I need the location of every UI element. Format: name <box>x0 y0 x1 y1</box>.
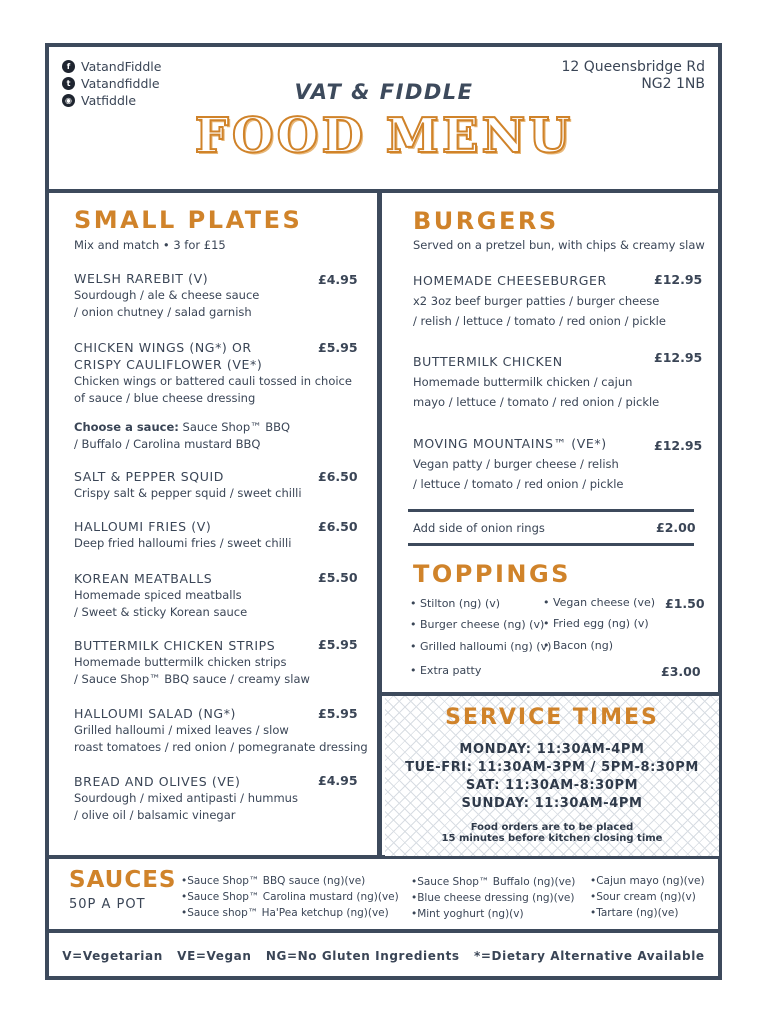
sauces-title: SAUCES <box>69 867 177 893</box>
sauce-item: •Sauce Shop™ Buffalo (ng)(ve) <box>411 876 576 888</box>
sauce-list <box>590 873 705 921</box>
toppings-title: TOPPINGS <box>413 560 571 588</box>
menu-item <box>74 270 259 321</box>
item-desc: Homemade buttermilk chicken strips <box>74 655 287 669</box>
item-name: KOREAN MEATBALLS <box>74 571 213 586</box>
service-times-title: SERVICE TIMES <box>445 705 659 730</box>
sauce-item: •Sauce shop™ Ha'Pea ketchup (ng)(ve) <box>181 907 389 919</box>
item-desc: / onion chutney / salad garnish <box>74 305 252 319</box>
service-time <box>385 760 719 775</box>
address-line-2: NG2 1NB <box>641 76 705 92</box>
item-desc: / Sauce Shop™ BBQ sauce / creamy slaw <box>74 672 310 686</box>
item-desc: Crispy salt & pepper squid / sweet chilli <box>74 486 302 500</box>
item-name: BUTTERMILK CHICKEN STRIPS <box>74 638 276 653</box>
service-day: SAT: <box>465 778 501 793</box>
menu-item <box>413 271 666 331</box>
small-plates-subtitle: Mix and match • 3 for £15 <box>74 238 226 252</box>
header-divider <box>45 189 722 193</box>
item-desc: Homemade buttermilk chicken / cajun <box>413 375 633 389</box>
burgers-title: BURGERS <box>413 207 559 235</box>
item-name: HALLOUMI FRIES (V) <box>74 519 212 534</box>
item-name: MOVING MOUNTAINS™ (VE*) <box>413 436 607 451</box>
item-desc: Vegan patty / burger cheese / relish <box>413 457 619 471</box>
item-desc: / olive oil / balsamic vinegar <box>74 808 236 822</box>
service-day: SUNDAY: <box>461 796 530 811</box>
item-desc: Sourdough / ale & cheese sauce <box>74 288 260 302</box>
menu-item <box>74 637 310 688</box>
service-hours: 11:30AM-3PM / 5PM-8:30PM <box>472 760 699 775</box>
topping-item: • Vegan cheese (ve) <box>543 596 656 609</box>
topping-item: • Bacon (ng) <box>543 639 614 652</box>
topping-item: • Stilton (ng) (v) <box>410 597 501 610</box>
topping-item: • Burger cheese (ng) (v) <box>410 618 545 631</box>
facebook-icon: f <box>62 60 75 73</box>
item-desc: x2 3oz beef burger patties / burger cheese <box>413 294 660 308</box>
burgers-subtitle: Served on a pretzel bun, with chips & creamy slaw <box>413 238 705 252</box>
service-note-line-1: Food orders are to be placed <box>470 822 634 833</box>
side-bottom-rule <box>408 543 694 546</box>
service-note <box>385 822 719 844</box>
item-desc: Grilled halloumi / mixed leaves / slow <box>74 723 289 737</box>
service-time <box>385 742 719 757</box>
service-day: MONDAY: <box>459 742 532 757</box>
sauce-item: •Sour cream (ng)(v) <box>590 891 696 903</box>
item-desc: / lettuce / tomato / red onion / pickle <box>413 477 624 491</box>
service-note-line-2: 15 minutes before kitchen closing time <box>441 833 663 844</box>
topping-price: £1.50 <box>665 596 705 611</box>
item-desc: Homemade spiced meatballs <box>74 588 242 602</box>
sauce-item: •Sauce Shop™ Carolina mustard (ng)(ve) <box>181 891 399 903</box>
item-desc: Deep fried halloumi fries / sweet chilli <box>74 536 292 550</box>
item-name: SALT & PEPPER SQUID <box>74 469 224 484</box>
item-price: £5.95 <box>318 637 358 652</box>
item-desc: roast tomatoes / red onion / pomegranate dressing <box>74 740 368 754</box>
item-desc: / relish / lettuce / tomato / red onion / pickle <box>413 314 666 328</box>
facebook-handle: VatandFiddle <box>81 59 162 74</box>
sauce-item: •Sauce Shop™ BBQ sauce (ng)(ve) <box>181 875 366 887</box>
topping-price: £3.00 <box>661 664 701 679</box>
service-day: TUE-FRI: <box>405 760 473 775</box>
item-desc: mayo / lettuce / tomato / red onion / pickle <box>413 395 660 409</box>
item-name: HOMEMADE CHEESEBURGER <box>413 273 607 288</box>
menu-item <box>74 518 291 552</box>
instagram-handle: Vatfiddle <box>81 93 137 108</box>
service-hours: 11:30AM-4PM <box>529 796 643 811</box>
menu-item <box>74 339 352 407</box>
brand-name: VAT & FIDDLE <box>294 80 474 104</box>
sauce-list <box>411 874 575 922</box>
legend-top-divider <box>45 929 722 933</box>
item-price: £12.95 <box>654 272 703 287</box>
sauce-item: •Mint yoghurt (ng)(v) <box>411 908 524 920</box>
menu-item <box>74 468 302 502</box>
menu-item <box>74 773 298 824</box>
item-price: £12.95 <box>654 350 703 365</box>
side-top-rule <box>408 509 694 512</box>
menu-item <box>74 570 247 621</box>
side-price: £2.00 <box>656 520 696 535</box>
menu-item <box>413 352 659 412</box>
item-desc: of sauce / blue cheese dressing <box>74 391 256 405</box>
item-price: £6.50 <box>318 469 358 484</box>
sauce-item: •Tartare (ng)(ve) <box>590 907 679 919</box>
item-desc: Sourdough / mixed antipasti / hummus <box>74 791 298 805</box>
item-name: BREAD AND OLIVES (VE) <box>74 774 241 789</box>
item-price: £5.95 <box>318 340 358 355</box>
item-price: £4.95 <box>318 773 358 788</box>
item-desc: / Sweet & sticky Korean sauce <box>74 605 248 619</box>
sauce-item: •Blue cheese dressing (ng)(ve) <box>411 892 575 904</box>
service-time <box>385 796 719 811</box>
item-name: WELSH RAREBIT (V) <box>74 271 209 286</box>
topping-item: • Fried egg (ng) (v) <box>543 617 649 630</box>
side-label: Add side of onion rings <box>413 521 545 535</box>
twitter-icon: t <box>62 77 75 90</box>
sauce-list <box>181 873 399 921</box>
page-title: FOOD MENU <box>194 108 574 164</box>
item-name: HALLOUMI SALAD (NG*) <box>74 706 237 721</box>
service-time <box>385 778 719 793</box>
item-name-line-2: CRISPY CAULIFLOWER (VE*) <box>74 357 263 372</box>
sauces-subtitle: 50P A POT <box>69 897 146 912</box>
column-divider <box>377 189 382 856</box>
address-line-1: 12 Queensbridge Rd <box>561 59 705 75</box>
item-name: CHICKEN WINGS (NG*) OR <box>74 340 252 355</box>
menu-item <box>413 434 624 494</box>
facebook-link[interactable] <box>62 58 161 75</box>
topping-item: • Extra patty <box>410 664 482 677</box>
sauce-choice-text: Sauce Shop™ BBQ <box>178 420 291 434</box>
twitter-handle: Vatandfiddle <box>81 76 160 91</box>
sauce-choice-label: Choose a sauce: <box>74 420 179 434</box>
topping-item: • Grilled halloumi (ng) (v) <box>410 640 552 653</box>
service-hours: 11:30AM-4PM <box>531 742 645 757</box>
small-plates-title: SMALL PLATES <box>74 206 303 234</box>
dietary-legend: V=Vegetarian VE=Vegan NG=No Gluten Ingredients *=Dietary Alternative Available <box>62 949 705 963</box>
item-name: BUTTERMILK CHICKEN <box>413 354 563 369</box>
item-price: £4.95 <box>318 272 358 287</box>
item-price: £5.95 <box>318 706 358 721</box>
item-price: £5.50 <box>318 570 358 585</box>
item-price: £6.50 <box>318 519 358 534</box>
item-price: £12.95 <box>654 438 703 453</box>
item-desc: Chicken wings or battered cauli tossed in choice <box>74 374 352 388</box>
instagram-icon: ◉ <box>62 94 75 107</box>
sauce-item: •Cajun mayo (ng)(ve) <box>590 875 705 887</box>
service-hours: 11:30AM-8:30PM <box>500 778 639 793</box>
sauce-choice-note <box>74 419 290 453</box>
sauce-choice-text-2: / Buffalo / Carolina mustard BBQ <box>74 437 261 451</box>
